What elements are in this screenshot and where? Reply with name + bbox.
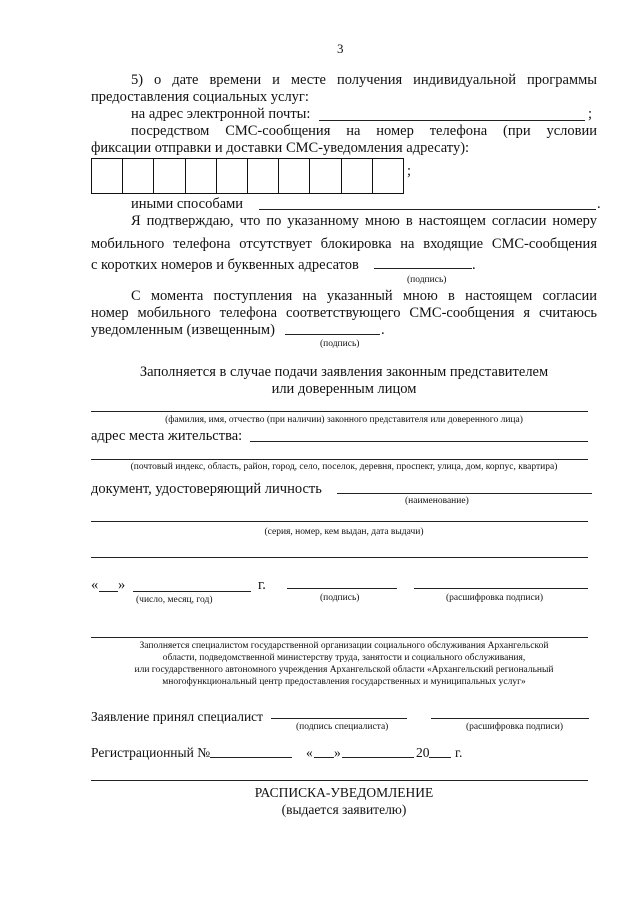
- document-label: документ, удостоверяющий личность: [91, 481, 322, 497]
- phone-digit-cell[interactable]: [186, 159, 217, 193]
- sms-line2: фиксации отправки и доставки СМС-уведомления адресату):: [91, 140, 470, 156]
- specialist-decode-field[interactable]: [431, 718, 589, 719]
- sms-line1: посредством СМС-сообщения на номер телефона (при условии: [131, 123, 597, 139]
- document-series-field-line2[interactable]: [91, 557, 588, 558]
- section-divider: [91, 637, 588, 638]
- other-ways-field[interactable]: [259, 209, 596, 210]
- reg-date-open-quote: «: [306, 745, 313, 760]
- email-semicolon: ;: [588, 106, 593, 122]
- representative-fio-field[interactable]: [91, 411, 588, 412]
- specialist-sign-caption: (подпись специалиста): [296, 722, 389, 732]
- registration-label: Регистрационный №: [91, 745, 211, 760]
- fio-caption: (фамилия, имя, отчество (при наличии) законного представителя или доверенного лица): [165, 415, 523, 425]
- email-label: на адрес электронной почты:: [131, 106, 311, 122]
- specialist-signature-field[interactable]: [271, 718, 407, 719]
- moment-line2: номер мобильного телефона соответствующего СМС-сообщения я считаюсь: [91, 305, 597, 321]
- date-day-field[interactable]: [99, 591, 118, 592]
- other-ways-label: иными способами: [131, 196, 244, 212]
- reg-year-prefix: 20: [416, 745, 430, 760]
- document-series-field[interactable]: [91, 521, 588, 522]
- address-field[interactable]: [250, 441, 588, 442]
- address-label: адрес места жительства:: [91, 428, 243, 444]
- other-ways-dot: .: [597, 196, 601, 212]
- confirm-line2: мобильного телефона отсутствует блокировка на входящие СМС-сообщения: [91, 236, 597, 252]
- receipt-subtitle: (выдается заявителю): [281, 802, 407, 817]
- representative-heading-1: Заполняется в случае подачи заявления законным представителем: [139, 364, 549, 380]
- representative-decode-caption: (расшифровка подписи): [446, 593, 543, 603]
- date-close-quote: »: [118, 577, 126, 593]
- moment-signature-field[interactable]: [285, 334, 380, 335]
- phone-digit-cell[interactable]: [279, 159, 310, 193]
- phone-digit-cell[interactable]: [217, 159, 248, 193]
- representative-signature-field[interactable]: [287, 588, 397, 589]
- reg-year-field[interactable]: [429, 757, 451, 758]
- reg-year-suffix: г.: [455, 745, 463, 760]
- specialist-note-4: многофункциональный центр предоставления государственных и муниципальных услуг»: [162, 677, 526, 687]
- moment-sign-caption: (подпись): [320, 339, 360, 349]
- moment-line3: уведомленным (извещенным): [91, 322, 275, 338]
- confirm-sign-caption: (подпись): [407, 275, 447, 285]
- item5-line2: предоставления социальных услуг:: [91, 89, 309, 105]
- reg-month-field[interactable]: [342, 757, 414, 758]
- phone-number-grid[interactable]: [91, 158, 404, 194]
- specialist-decode-caption: (расшифровка подписи): [466, 722, 563, 732]
- phone-digit-cell[interactable]: [373, 159, 403, 193]
- document-name-caption: (наименование): [405, 496, 469, 506]
- confirm-line3: с коротких номеров и буквенных адресатов: [91, 257, 359, 273]
- confirm-line1: Я подтверждаю, что по указанному мною в настоящем согласии номеру: [131, 213, 597, 229]
- date-year-suffix: г.: [258, 577, 266, 593]
- representative-sign-caption: (подпись): [320, 593, 360, 603]
- address-field-line2[interactable]: [91, 459, 588, 460]
- moment-line1: С момента поступления на указанный мною в настоящем согласии: [131, 288, 597, 304]
- email-field[interactable]: [319, 120, 585, 121]
- representative-decode-field[interactable]: [414, 588, 588, 589]
- confirm-dot: .: [472, 257, 476, 273]
- reg-date-close-quote: »: [334, 745, 341, 760]
- accepted-label: Заявление принял специалист: [91, 709, 264, 724]
- phone-digit-cell[interactable]: [248, 159, 279, 193]
- reg-day-field[interactable]: [314, 757, 334, 758]
- phone-digit-cell[interactable]: [92, 159, 123, 193]
- series-caption: (серия, номер, кем выдан, дата выдачи): [264, 527, 424, 537]
- specialist-note-1: Заполняется специалистом государственной организации социального обслуживания Архангельской: [139, 641, 549, 651]
- page-number: 3: [337, 41, 344, 56]
- address-caption: (почтовый индекс, область, район, город, село, поселок, деревня, проспект, улица, дом, корпус, квартира): [130, 462, 558, 472]
- phone-semicolon: ;: [407, 163, 412, 179]
- phone-digit-cell[interactable]: [310, 159, 341, 193]
- registration-number-field[interactable]: [210, 757, 292, 758]
- item5-line1: 5) о дате времени и месте получения индивидуальной программы: [131, 72, 597, 88]
- representative-heading-2: или доверенным лицом: [271, 381, 417, 397]
- confirm-signature-field[interactable]: [374, 268, 472, 269]
- document-name-field[interactable]: [337, 493, 592, 494]
- receipt-title: РАСПИСКА-УВЕДОМЛЕНИЕ: [254, 785, 434, 800]
- receipt-divider: [91, 780, 588, 781]
- phone-digit-cell[interactable]: [342, 159, 373, 193]
- specialist-note-3: или государственного автономного учреждения Архангельской области «Архангельский региональный: [134, 665, 554, 675]
- date-month-year-field[interactable]: [133, 591, 251, 592]
- phone-digit-cell[interactable]: [123, 159, 154, 193]
- specialist-note-2: области, подведомственной министерству труда, занятости и социального обслуживания,: [162, 653, 526, 663]
- phone-digit-cell[interactable]: [154, 159, 185, 193]
- date-caption: (число, месяц, год): [136, 595, 213, 605]
- date-open-quote: «: [91, 577, 99, 593]
- moment-dot: .: [381, 322, 385, 338]
